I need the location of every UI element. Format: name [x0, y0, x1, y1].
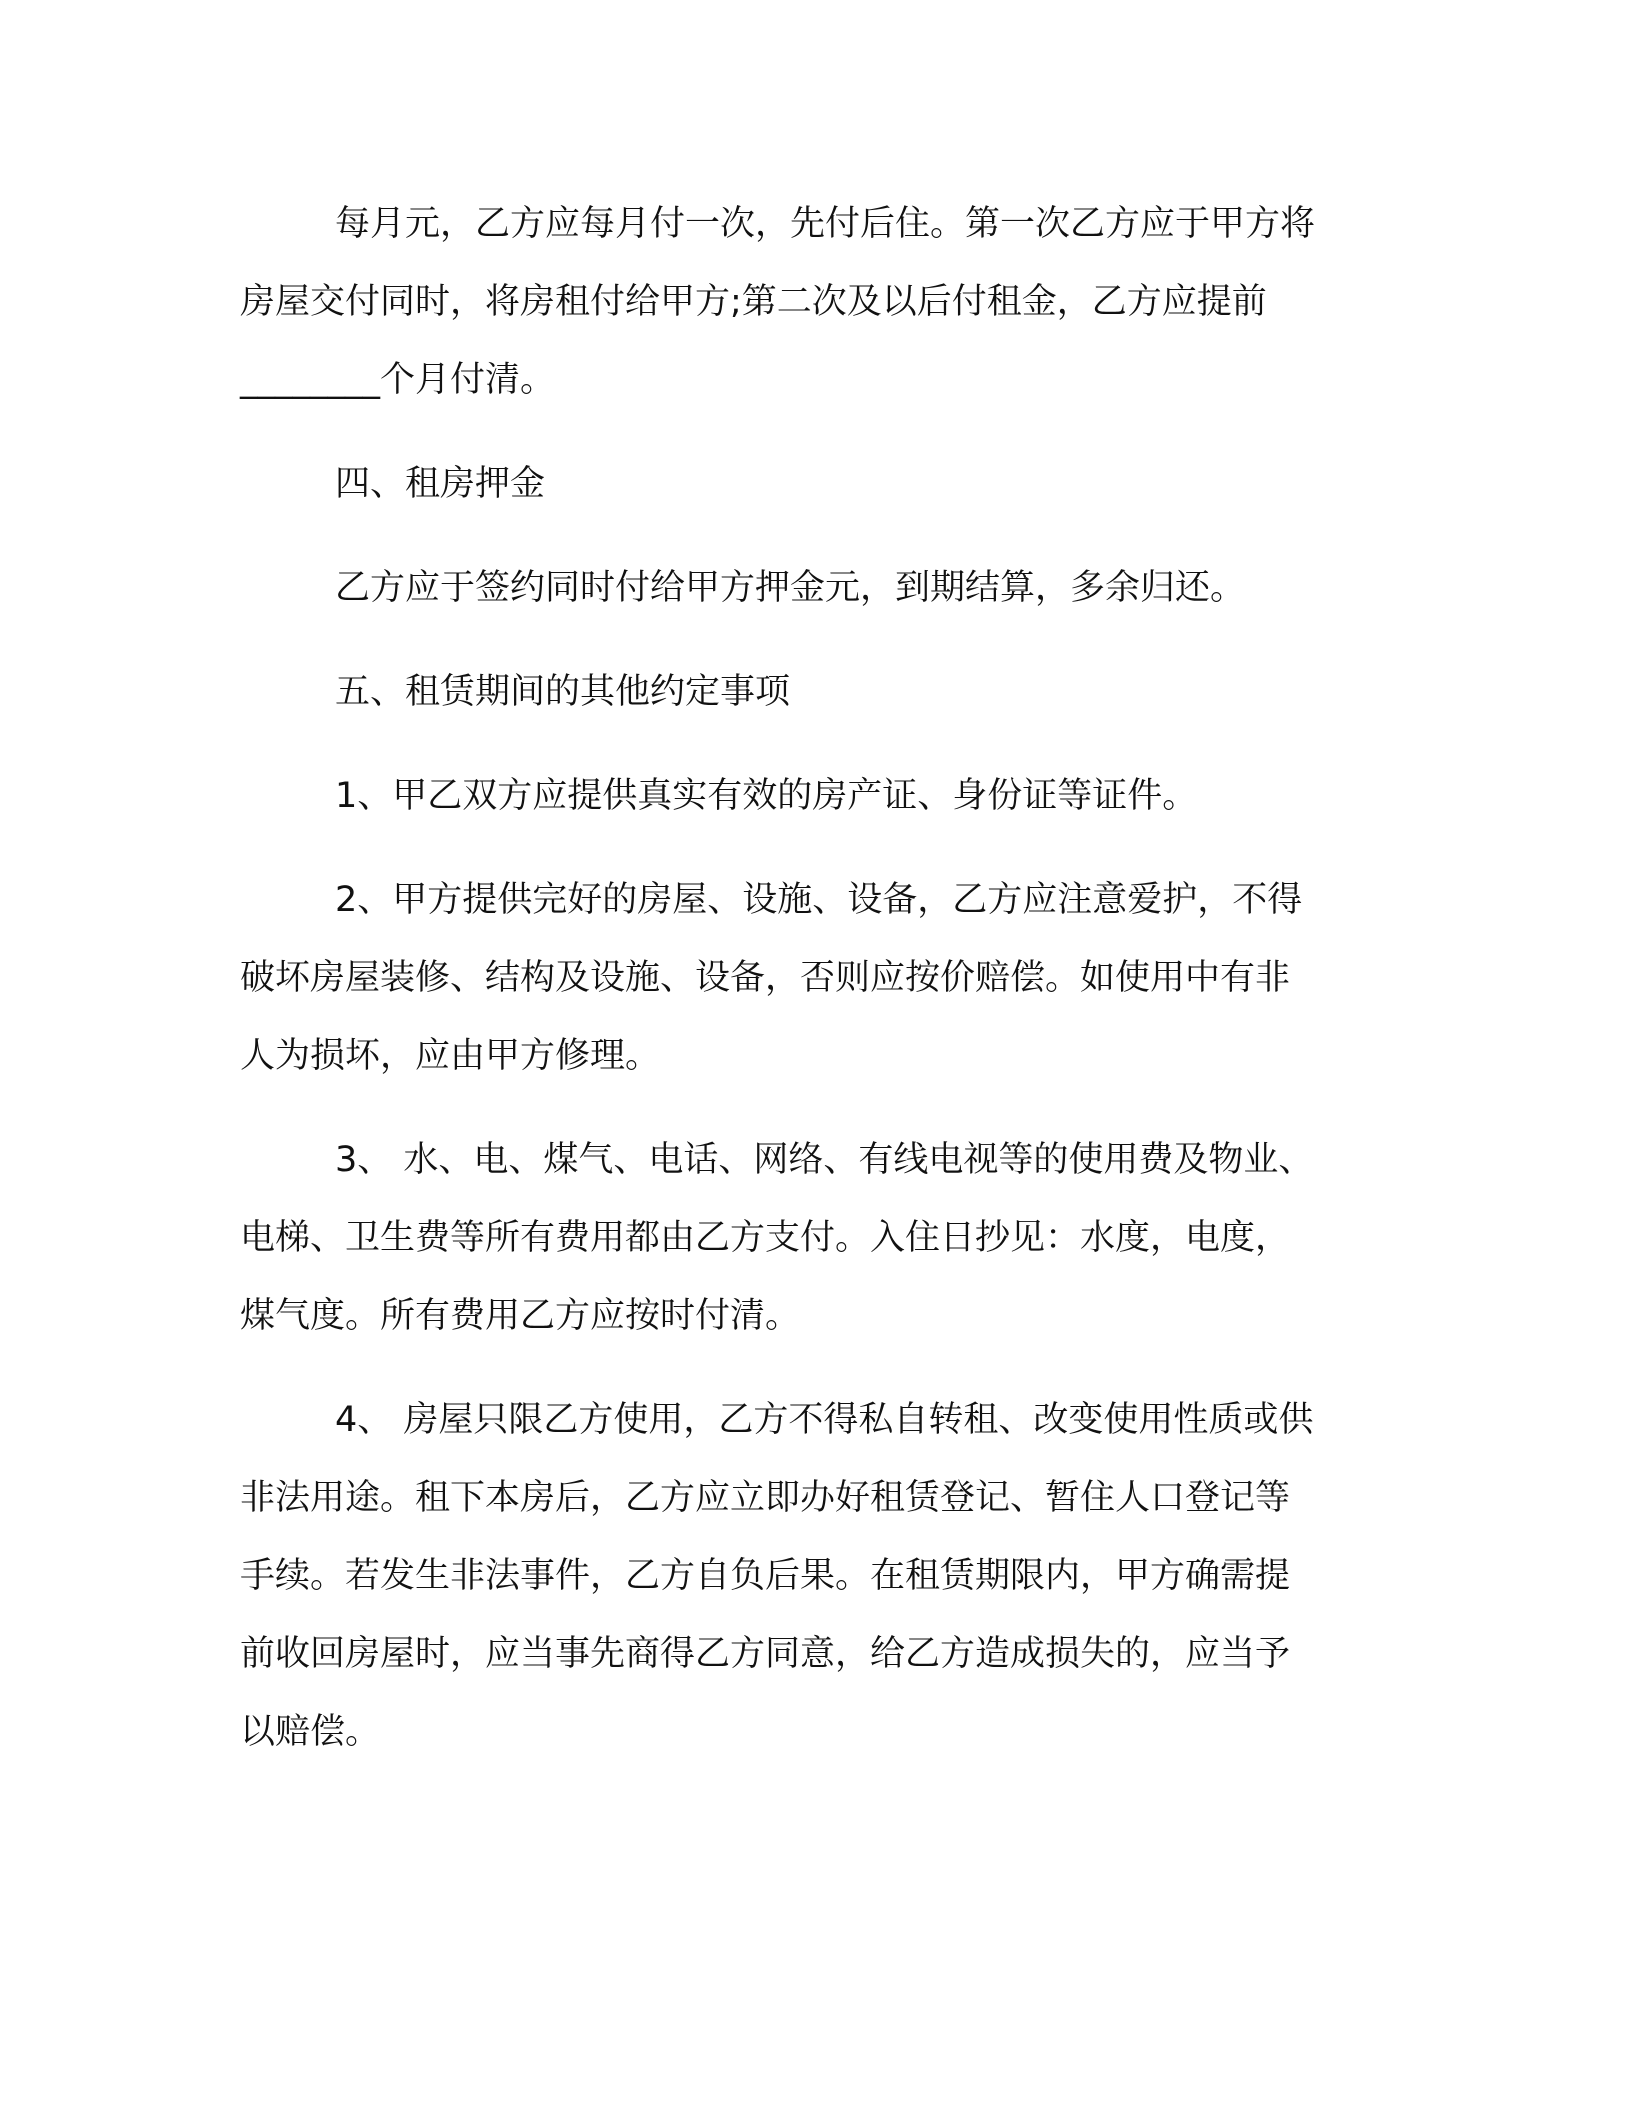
heading-text: 五、租赁期间的其他约定事项 [335, 672, 791, 712]
text-line: 3、 水、电、煤气、电话、网络、有线电视等的使用费及物业、 [335, 1140, 1314, 1180]
document-body [240, 185, 1380, 1771]
clause-1 [240, 757, 1380, 835]
section-heading-deposit [240, 445, 1380, 523]
paragraph-deposit [240, 549, 1380, 627]
text-line: 2、甲方提供完好的房屋、设施、设备，乙方应注意爱护，不得 [335, 880, 1303, 920]
text-line: 破坏房屋装修、结构及设施、设备，否则应按价赔偿。如使用中有非 [240, 958, 1291, 998]
clause-3 [240, 1121, 1380, 1355]
paragraph-rent-payment [240, 185, 1380, 419]
text-line: 前收回房屋时，应当事先商得乙方同意，给乙方造成损失的，应当予 [240, 1634, 1291, 1674]
text-line: 煤气度。所有费用乙方应按时付清。 [240, 1296, 801, 1336]
clause-4 [240, 1381, 1380, 1771]
text-line: 电梯、卫生费等所有费用都由乙方支付。入住日抄见：水度，电度， [240, 1218, 1291, 1258]
text-line: 非法用途。租下本房后，乙方应立即办好租赁登记、暂住人口登记等 [240, 1478, 1291, 1518]
heading-text: 四、租房押金 [335, 464, 546, 504]
text-line: 人为损坏，应由甲方修理。 [240, 1036, 661, 1076]
text-line: 手续。若发生非法事件，乙方自负后果。在租赁期限内，甲方确需提 [240, 1556, 1291, 1596]
section-heading-other-terms [240, 653, 1380, 731]
text-line: 1、甲乙双方应提供真实有效的房产证、身份证等证件。 [335, 776, 1198, 816]
text-line: 乙方应于签约同时付给甲方押金元，到期结算，多余归还。 [335, 568, 1246, 608]
text-line: 房屋交付同时，将房租付给甲方;第二次及以后付租金，乙方应提前 [240, 282, 1267, 322]
clause-2 [240, 861, 1380, 1095]
text-line: ________个月付清。 [240, 360, 556, 400]
text-line: 4、 房屋只限乙方使用，乙方不得私自转租、改变使用性质或供 [335, 1400, 1314, 1440]
text-line: 以赔偿。 [240, 1712, 381, 1752]
text-line: 每月元，乙方应每月付一次，先付后住。第一次乙方应于甲方将 [335, 204, 1316, 244]
